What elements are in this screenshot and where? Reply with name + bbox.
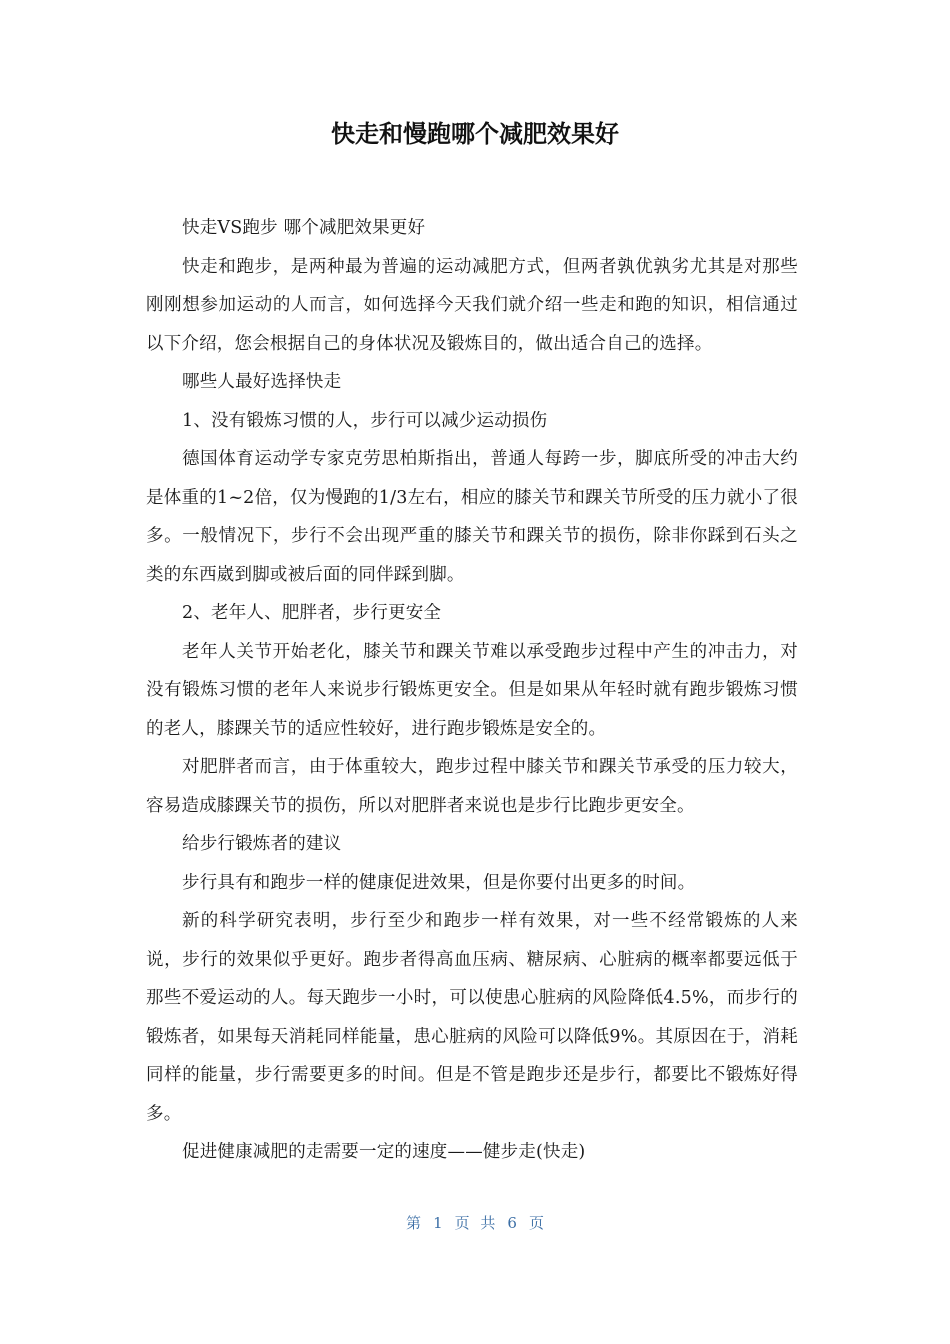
paragraph: 新的科学研究表明，步行至少和跑步一样有效果，对一些不经常锻炼的人来说，步行的效果似乎更好。跑步者得高血压病、糖尿病、心脏病的概率都要远低于那些不爱运动的人。每天跑步一小时，可以使患心脏病的风险降低4.5%，而步行的锻炼者，如果每天消耗同样能量，患心脏病的风险可以降低9%。其原因在于，消耗同样的能量，步行需要更多的时间。但是不管是跑步还是步行，都要比不锻炼好得多。 bbox=[146, 911, 798, 1124]
paragraph: 德国体育运动学专家克劳思柏斯指出，普通人每跨一步，脚底所受的冲击大约是体重的1~2倍，仅为慢跑的1/3左右，相应的膝关节和踝关节所受的压力就小了很多。一般情况下，步行不会出现严重的膝关节和踝关节的损伤，除非你踩到石头之类的东西崴到脚或被后面的同伴踩到脚。 bbox=[146, 449, 798, 585]
document-body bbox=[146, 209, 798, 1172]
page-number: 1 bbox=[433, 1214, 443, 1232]
total-pages: 6 bbox=[507, 1214, 517, 1232]
paragraph: 快走VS跑步 哪个减肥效果更好 bbox=[182, 218, 426, 238]
paragraph: 给步行锻炼者的建议 bbox=[182, 834, 342, 854]
page-label-post: 页 bbox=[528, 1214, 544, 1232]
paragraph: 老年人关节开始老化，膝关节和踝关节难以承受跑步过程中产生的冲击力，对没有锻炼习惯的老年人来说步行锻炼更安全。但是如果从年轻时就有跑步锻炼习惯的老人，膝踝关节的适应性较好，进行跑步锻炼是安全的。 bbox=[146, 641, 798, 739]
paragraph: 1、没有锻炼习惯的人，步行可以减少运动损伤 bbox=[182, 410, 548, 431]
paragraph: 2、老年人、肥胖者，步行更安全 bbox=[182, 603, 442, 623]
page-footer bbox=[0, 1212, 950, 1234]
paragraph: 促进健康减肥的走需要一定的速度——健步走(快走) bbox=[182, 1142, 586, 1162]
page-label-pre: 第 bbox=[406, 1214, 422, 1232]
paragraph: 快走和跑步，是两种最为普遍的运动减肥方式，但两者孰优孰劣尤其是对那些刚刚想参加运动的人而言，如何选择今天我们就介绍一些走和跑的知识，相信通过以下介绍，您会根据自己的身体状况及锻炼目的，做出适合自己的选择。 bbox=[146, 256, 798, 354]
paragraph: 步行具有和跑步一样的健康促进效果，但是你要付出更多的时间。 bbox=[182, 872, 696, 893]
document-title: 快走和慢跑哪个减肥效果好 bbox=[331, 120, 619, 148]
paragraph: 哪些人最好选择快走 bbox=[182, 372, 342, 392]
paragraph: 对肥胖者而言，由于体重较大，跑步过程中膝关节和踝关节承受的压力较大，容易造成膝踝关节的损伤，所以对肥胖者来说也是步行比跑步更安全。 bbox=[146, 757, 798, 816]
page-label-mid: 页 共 bbox=[454, 1214, 496, 1232]
